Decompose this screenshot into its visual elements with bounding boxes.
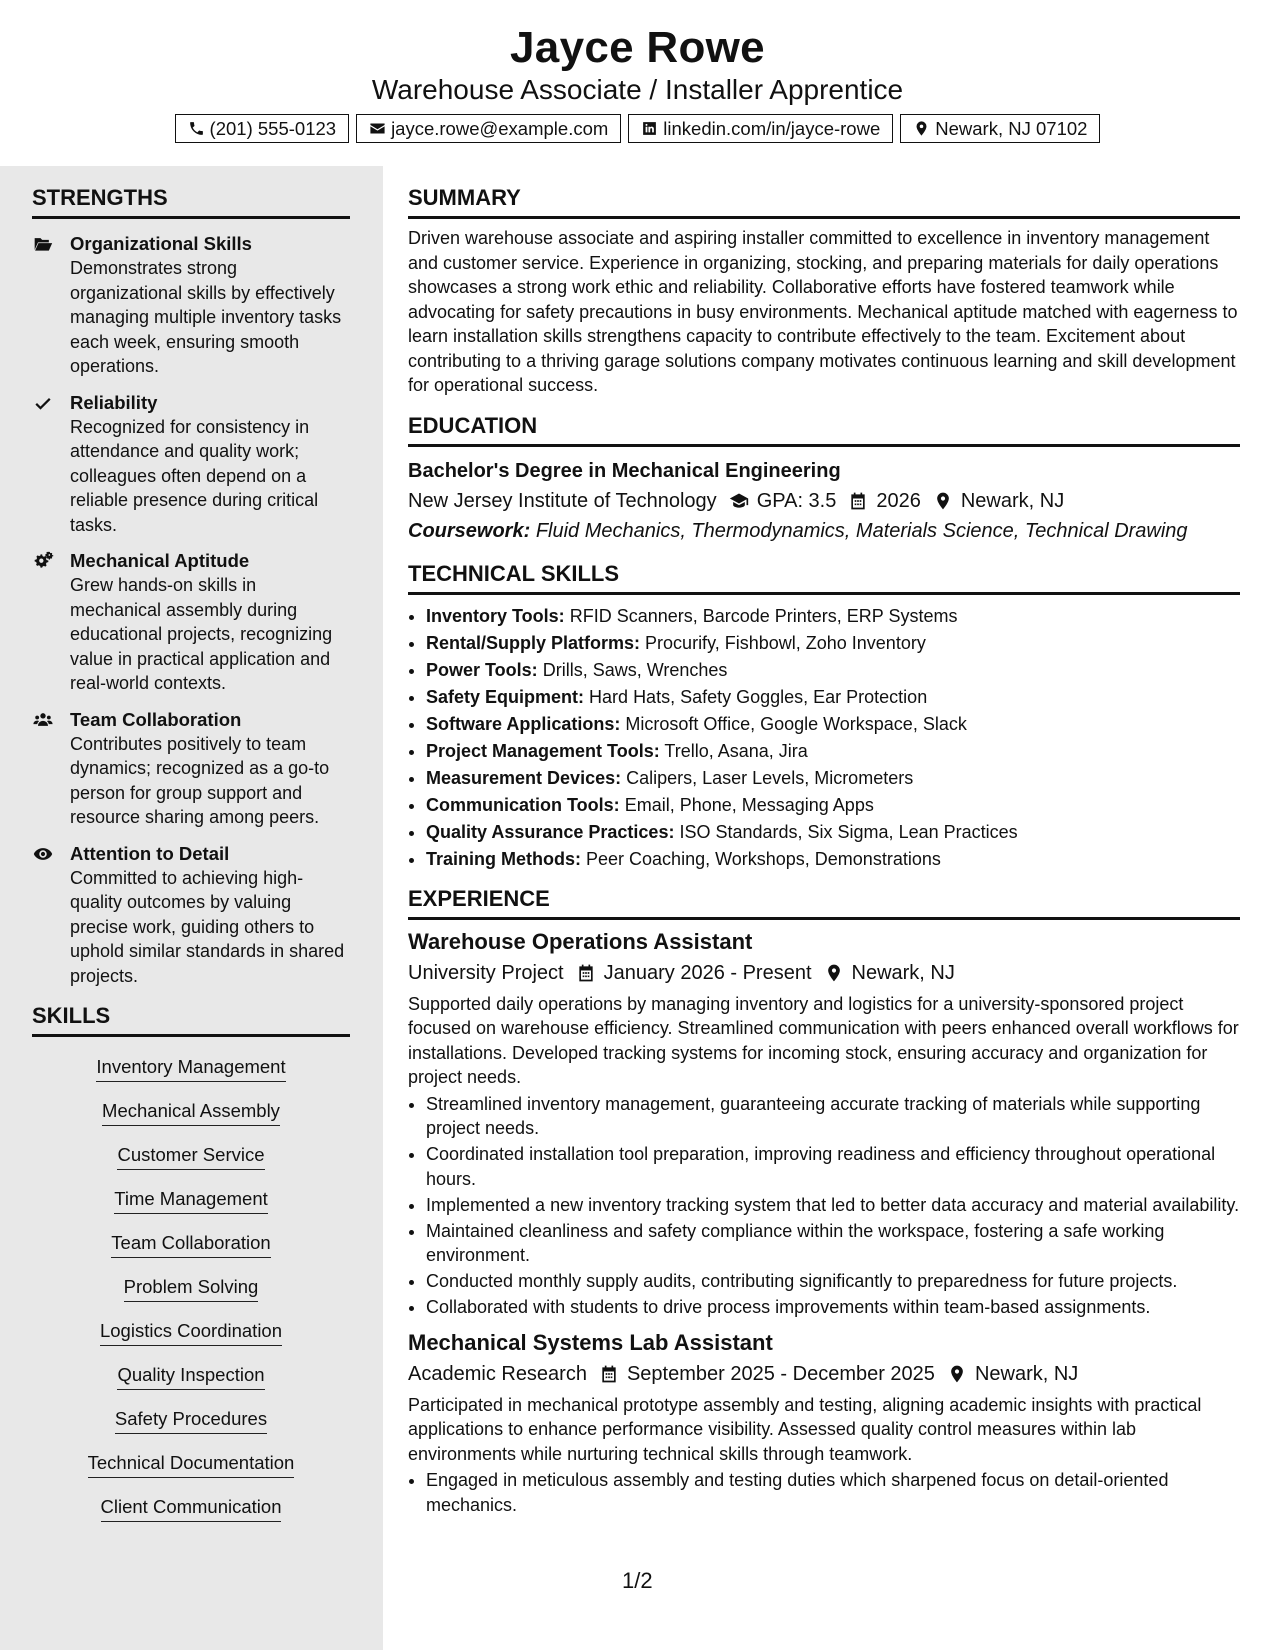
strength-title: Attention to Detail <box>70 842 230 864</box>
job-bullet: • Engaged in meticulous assembly and testing duties which sharpened focus on detail-oriented mechanics. <box>426 1468 1240 1517</box>
job-description: Participated in mechanical prototype assembly and testing, aligning academic insights with practical applications to enhance performance visibility. Assessed quality control measures within lab environments while nurturing technical skills through teamwork. <box>408 1394 1202 1464</box>
tech-skill-value: Peer Coaching, Workshops, Demonstrations <box>586 848 941 869</box>
skill-item: Quality Inspection <box>117 1363 264 1390</box>
job-title: Warehouse Operations Assistant <box>408 928 753 954</box>
tech-skill-value: Microsoft Office, Google Workspace, Slack <box>625 713 967 734</box>
tech-skill-value: Hard Hats, Safety Goggles, Ear Protection <box>589 686 928 707</box>
education-heading: EDUCATION <box>408 412 1240 447</box>
skill-item: Inventory Management <box>96 1055 285 1082</box>
summary-heading: SUMMARY <box>408 184 1240 219</box>
skill-item: Team Collaboration <box>111 1231 270 1258</box>
tech-skill-value: ISO Standards, Six Sigma, Lean Practices <box>679 821 1018 842</box>
calendar-icon <box>599 1364 619 1384</box>
job-title: Mechanical Systems Lab Assistant <box>408 1329 773 1355</box>
strength-item <box>32 232 350 379</box>
job-meta <box>408 1359 1240 1389</box>
contact-phone[interactable] <box>175 114 350 143</box>
tech-skill-item <box>426 657 1240 684</box>
linkedin-text: linkedin.com/in/jayce-rowe <box>663 117 881 139</box>
experience-heading: EXPERIENCE <box>408 885 1240 920</box>
job-bullet: • Coordinated installation tool preparation, improving readiness and efficiency throughout operational hours. <box>426 1142 1240 1191</box>
tech-skill-item <box>426 792 1240 819</box>
location-text: Newark, NJ 07102 <box>935 117 1088 139</box>
tech-skill-value: RFID Scanners, Barcode Printers, ERP Systems <box>569 605 958 626</box>
tech-skill-value: Drills, Saws, Wrenches <box>542 659 728 680</box>
map-pin-icon <box>913 120 930 137</box>
main-content <box>408 166 1240 1519</box>
graduation-cap-icon <box>729 491 749 511</box>
job-dates: September 2025 - December 2025 <box>626 1362 935 1385</box>
degree-title: Bachelor's Degree in Mechanical Engineering <box>408 459 841 482</box>
job-entry <box>408 1329 1240 1518</box>
folder-open-icon <box>32 234 54 254</box>
tech-skill-value: Procurify, Fishbowl, Zoho Inventory <box>645 632 926 653</box>
job-bullets <box>408 1468 1240 1517</box>
tech-skill-item <box>426 738 1240 765</box>
map-pin-icon <box>933 491 953 511</box>
strength-desc: Committed to achieving high-quality outcomes by valuing precise work, guiding others to uphold similar standards in shared projects. <box>70 867 345 986</box>
map-pin-icon <box>824 963 844 983</box>
tech-skill-label: Communication Tools: <box>426 794 620 815</box>
job-meta <box>408 958 1240 988</box>
resume-header <box>0 0 1275 143</box>
tech-skill-label: Project Management Tools: <box>426 740 660 761</box>
tech-skill-item <box>426 603 1240 630</box>
strength-item <box>32 391 350 538</box>
strength-desc: Recognized for consistency in attendance and quality work; colleagues often depend on a reliable presence during critical tasks. <box>70 416 319 535</box>
tech-skill-label: Inventory Tools: <box>426 605 565 626</box>
tech-skill-label: Rental/Supply Platforms: <box>426 632 641 653</box>
contact-location <box>900 114 1100 143</box>
tech-skill-label: Safety Equipment: <box>426 686 585 707</box>
checkmark-icon <box>32 393 54 413</box>
job-bullet: • Collaborated with students to drive process improvements within team-based assignments. <box>426 1295 1240 1320</box>
contact-linkedin[interactable] <box>628 114 893 143</box>
skills-list <box>32 1047 350 1531</box>
candidate-subtitle: Warehouse Associate / Installer Apprentice <box>371 74 904 105</box>
tech-skill-value: Email, Phone, Messaging Apps <box>624 794 874 815</box>
strengths-list <box>32 232 350 988</box>
calendar-icon <box>848 491 868 511</box>
strength-title: Team Collaboration <box>70 708 242 730</box>
tech-skill-item <box>426 765 1240 792</box>
tech-skill-label: Software Applications: <box>426 713 621 734</box>
skill-item: Mechanical Assembly <box>102 1099 280 1126</box>
skill-item: Customer Service <box>117 1143 264 1170</box>
strengths-heading: STRENGTHS <box>32 184 350 219</box>
calendar-icon <box>576 963 596 983</box>
skill-item: Logistics Coordination <box>100 1319 282 1346</box>
tech-skill-value: Trello, Asana, Jira <box>664 740 808 761</box>
strength-desc: Demonstrates strong organizational skills by effectively managing multiple inventory tasks each week, ensuring smooth operations. <box>70 258 342 376</box>
school-name: New Jersey Institute of Technology <box>408 489 717 512</box>
job-bullet: • Conducted monthly supply audits, contributing significantly to preparedness for future projects. <box>426 1269 1240 1294</box>
tech-skill-value: Calipers, Laser Levels, Micrometers <box>626 767 914 788</box>
education-meta <box>408 486 1240 516</box>
job-dates: January 2026 - Present <box>603 961 812 984</box>
tech-skill-item <box>426 711 1240 738</box>
job-location: Newark, NJ <box>974 1362 1079 1385</box>
gears-icon <box>32 551 54 571</box>
skill-item: Technical Documentation <box>88 1451 295 1478</box>
phone-icon <box>188 120 205 137</box>
job-description: Supported daily operations by managing inventory and logistics for a university-sponsored project focused on warehouse efficiency. Streamlined communication with peers enhanced overall workflows for installations. Developed tracking systems for incoming stock, ensuring accuracy and organization for project needs. <box>408 993 1239 1087</box>
phone-text: (201) 555-0123 <box>209 117 337 139</box>
gpa-text: GPA: 3.5 <box>756 489 837 512</box>
linkedin-icon <box>641 120 658 137</box>
tech-skill-label: Power Tools: <box>426 659 538 680</box>
strength-item <box>32 842 350 989</box>
tech-skill-item <box>426 819 1240 846</box>
strength-item <box>32 708 350 830</box>
eye-icon <box>32 844 54 864</box>
tech-skill-label: Measurement Devices: <box>426 767 622 788</box>
job-bullet: • Streamlined inventory management, guaranteeing accurate tracking of materials while supporting project needs. <box>426 1092 1240 1141</box>
skill-item: Client Communication <box>101 1495 282 1522</box>
strength-desc: Grew hands-on skills in mechanical assembly during educational projects, recognizing value in practical application and real-world contexts. <box>70 575 333 693</box>
job-bullet: • Implemented a new inventory tracking system that led to better data accuracy and material availability. <box>426 1193 1240 1218</box>
job-location: Newark, NJ <box>851 961 955 984</box>
contact-email[interactable] <box>356 114 621 143</box>
sidebar <box>0 166 383 1650</box>
tech-skill-item <box>426 630 1240 657</box>
school-location: Newark, NJ <box>960 489 1065 512</box>
strength-item <box>32 549 350 696</box>
job-org: Academic Research <box>408 1362 587 1385</box>
tech-skill-label: Quality Assurance Practices: <box>426 821 675 842</box>
tech-skill-item <box>426 846 1240 873</box>
skill-item: Safety Procedures <box>115 1407 267 1434</box>
coursework-line <box>408 516 1240 546</box>
map-pin-icon <box>947 1364 967 1384</box>
strength-title: Organizational Skills <box>70 233 252 254</box>
skill-item: Problem Solving <box>124 1275 259 1302</box>
technical-skills-heading: TECHNICAL SKILLS <box>408 560 1240 595</box>
coursework-text: Fluid Mechanics, Thermodynamics, Materials Science, Technical Drawing <box>535 519 1188 542</box>
job-bullet: • Maintained cleanliness and safety compliance within the workspace, fostering a safe working environment. <box>426 1219 1240 1268</box>
coursework-label: Coursework: <box>408 519 531 542</box>
contact-bar <box>0 114 1275 143</box>
page-number: 1/2 <box>622 1568 653 1593</box>
envelope-icon <box>369 120 386 137</box>
job-org: University Project <box>408 961 564 984</box>
technical-skills-list <box>408 603 1240 873</box>
job-bullets <box>408 1092 1240 1320</box>
job-entry <box>408 928 1240 1320</box>
email-text: jayce.rowe@example.com <box>391 117 609 139</box>
tech-skill-item <box>426 684 1240 711</box>
skill-item: Time Management <box>114 1187 268 1214</box>
candidate-name: Jayce Rowe <box>510 23 765 72</box>
strength-title: Reliability <box>70 391 158 413</box>
strength-title: Mechanical Aptitude <box>70 550 250 571</box>
skills-heading: SKILLS <box>32 1002 350 1037</box>
summary-text: Driven warehouse associate and aspiring installer committed to excellence in inventory management and customer service. Experience in organizing, stocking, and preparing materials for daily operations showcases a strong work ethic and reliability. Collaborative efforts have fostered teamwork while advocating for safety precautions in busy environments. Mechanical aptitude matched with eagerness to learn installation skills strengthens capacity to contribute effectively to the team. Excitement about contributing to a thriving garage solutions company motivates continuous learning and skill development for operational success. <box>408 228 1238 395</box>
graduation-year: 2026 <box>876 489 921 512</box>
strength-desc: Contributes positively to team dynamics; recognized as a go-to person for group support and resource sharing among peers. <box>70 733 330 827</box>
users-icon <box>32 710 54 730</box>
tech-skill-label: Training Methods: <box>426 848 581 869</box>
